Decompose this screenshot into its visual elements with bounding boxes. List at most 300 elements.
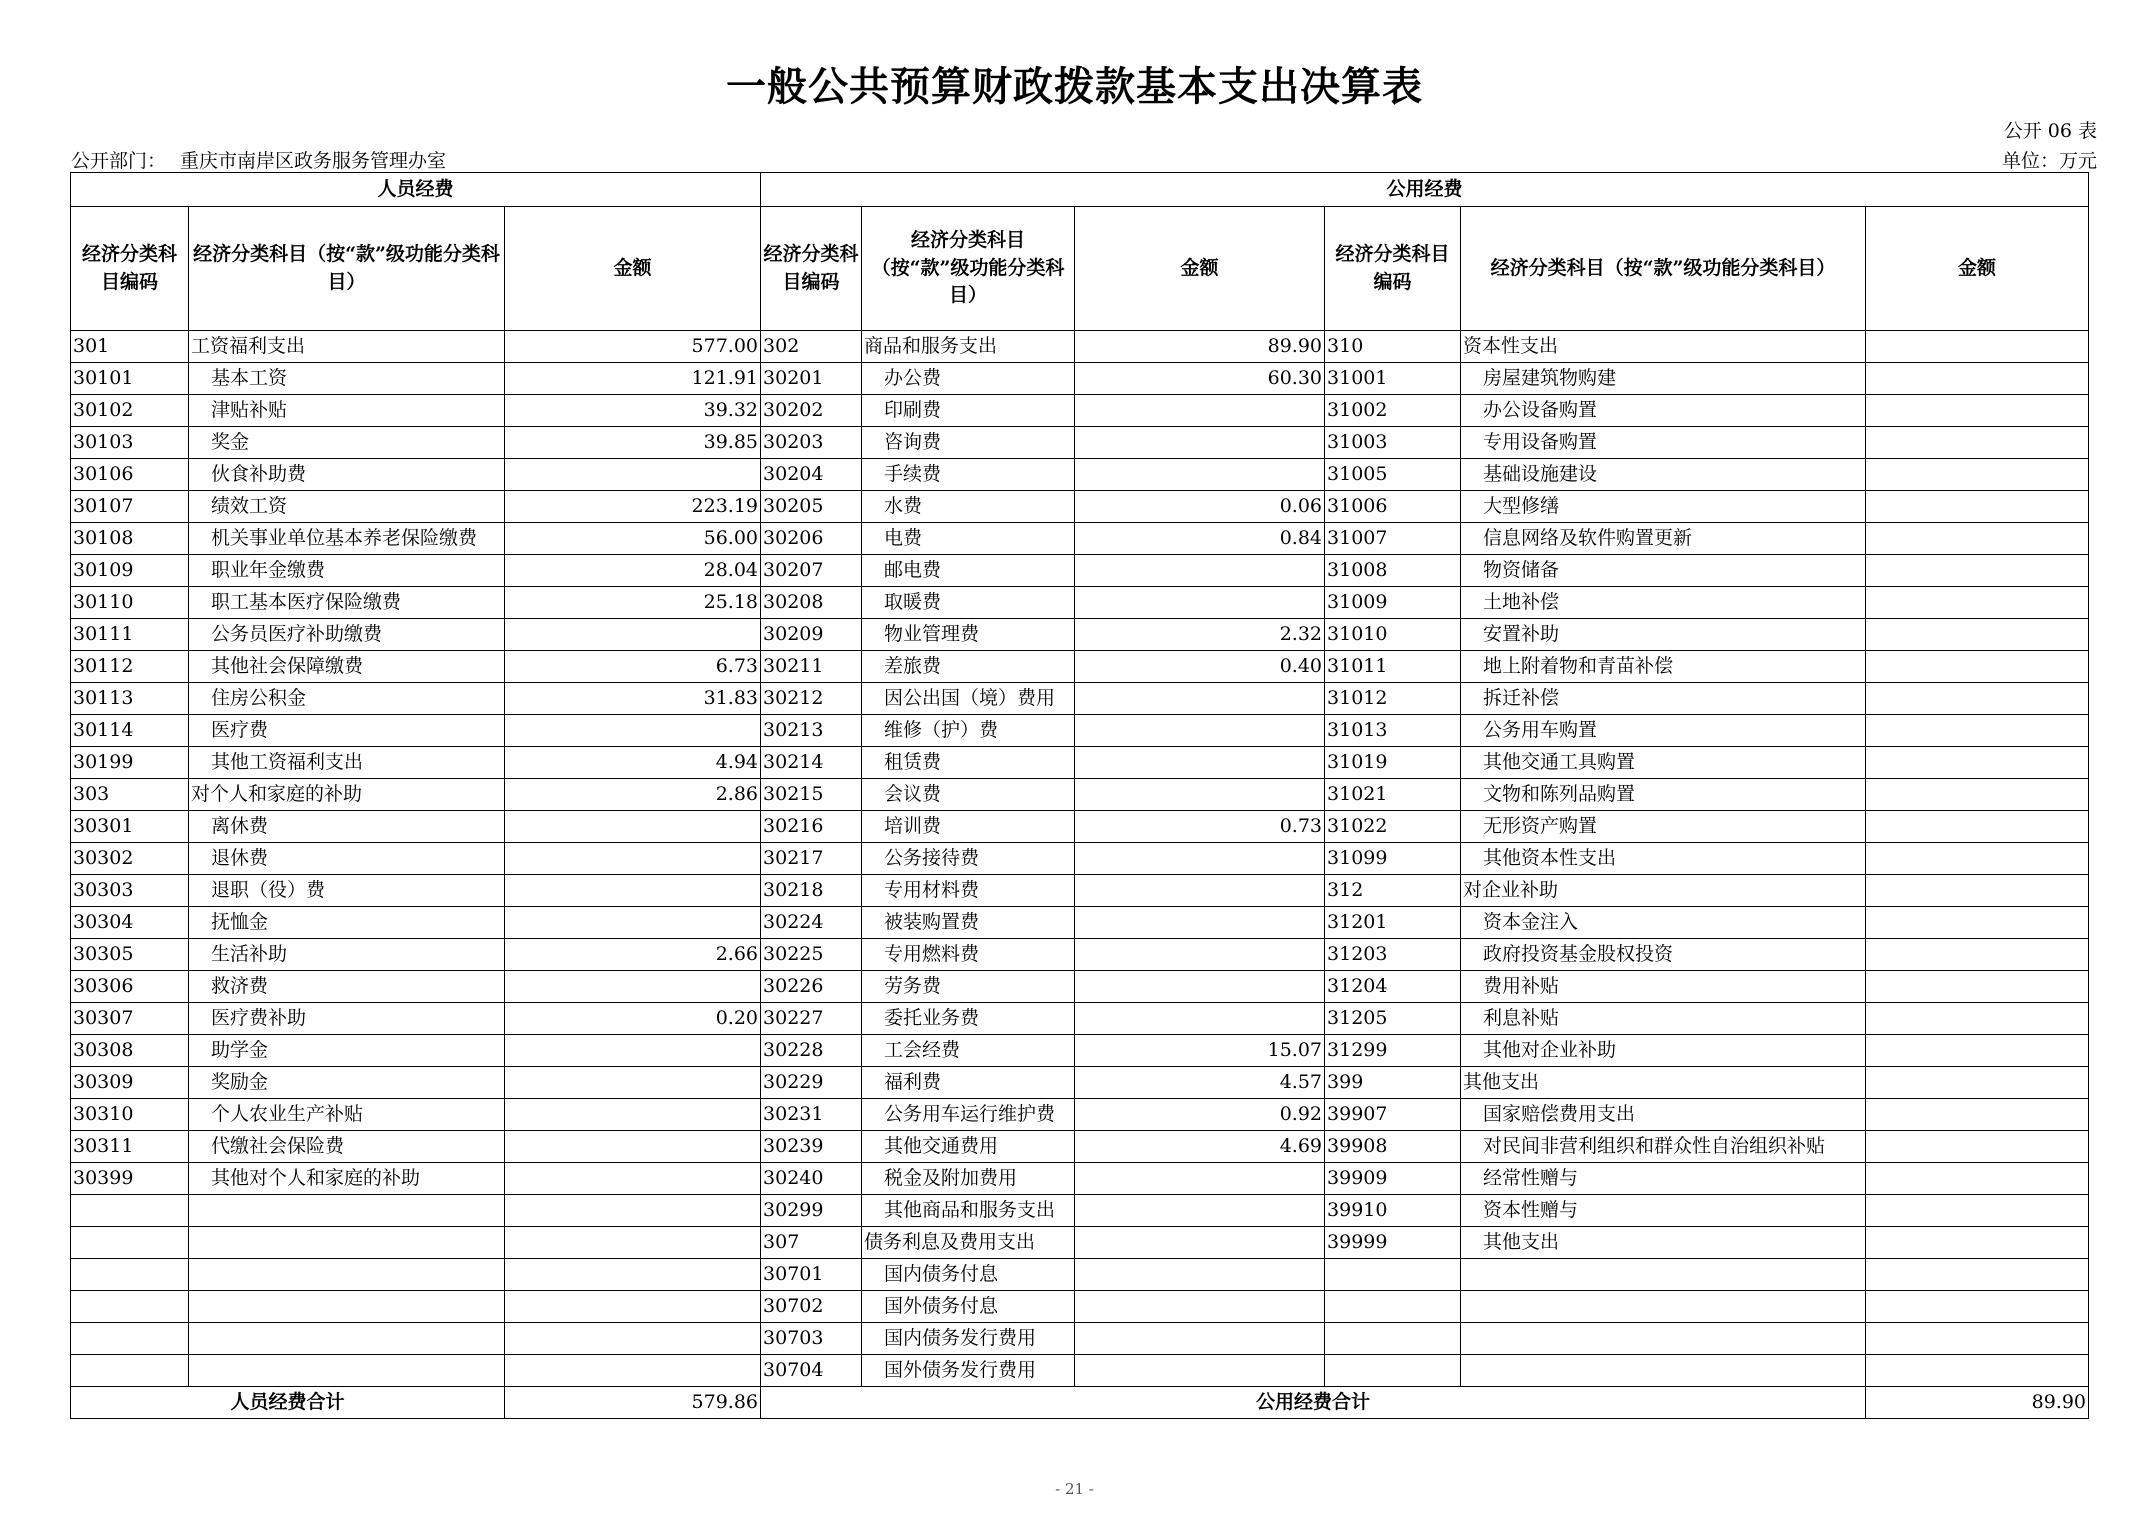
code-cell: 399: [1325, 1067, 1461, 1099]
name-cell: 伙食补助费: [189, 459, 505, 491]
name-cell: [1461, 1291, 1866, 1323]
amount-cell: [1866, 363, 2089, 395]
unit-label: 单位：万元: [2001, 150, 2097, 172]
name-cell: 抚恤金: [189, 907, 505, 939]
code-cell: 30227: [761, 1003, 862, 1035]
code-cell: 30305: [71, 939, 189, 971]
code-cell: 30228: [761, 1035, 862, 1067]
name-cell: 邮电费: [862, 555, 1075, 587]
personnel-total-amount: 579.86: [505, 1387, 761, 1419]
name-cell: 基本工资: [189, 363, 505, 395]
table-row: [71, 1323, 2089, 1355]
name-cell: 其他资本性支出: [1461, 843, 1866, 875]
name-cell: 费用补贴: [1461, 971, 1866, 1003]
name-cell: 因公出国（境）费用: [862, 683, 1075, 715]
name-cell: 劳务费: [862, 971, 1075, 1003]
group-header-public: 公用经费: [761, 173, 2089, 207]
table-row: [71, 523, 2089, 555]
code-cell: 31002: [1325, 395, 1461, 427]
code-cell: 31204: [1325, 971, 1461, 1003]
amount-cell: [1866, 1323, 2089, 1355]
table-row: [71, 587, 2089, 619]
name-cell: 土地补偿: [1461, 587, 1866, 619]
name-cell: [1461, 1259, 1866, 1291]
table-row: [71, 363, 2089, 395]
code-cell: 31205: [1325, 1003, 1461, 1035]
code-cell: 302: [761, 331, 862, 363]
col-header-name: 经济分类科目（按“款”级功能分类科目）: [1461, 207, 1866, 331]
name-cell: 公务用车运行维护费: [862, 1099, 1075, 1131]
name-cell: 被装购置费: [862, 907, 1075, 939]
name-cell: 专用燃料费: [862, 939, 1075, 971]
code-cell: 30702: [761, 1291, 862, 1323]
name-cell: 机关事业单位基本养老保险缴费: [189, 523, 505, 555]
name-cell: 医疗费: [189, 715, 505, 747]
personnel-total-label: 人员经费合计: [71, 1387, 505, 1419]
table-row: [71, 1099, 2089, 1131]
amount-cell: [1866, 331, 2089, 363]
code-cell: 31007: [1325, 523, 1461, 555]
name-cell: 商品和服务支出: [862, 331, 1075, 363]
name-cell: 拆迁补偿: [1461, 683, 1866, 715]
name-cell: 医疗费补助: [189, 1003, 505, 1035]
amount-cell: [1075, 1003, 1325, 1035]
code-cell: 31012: [1325, 683, 1461, 715]
amount-cell: 0.92: [1075, 1099, 1325, 1131]
name-cell: 奖励金: [189, 1067, 505, 1099]
department: [71, 146, 446, 173]
amount-cell: [1075, 715, 1325, 747]
name-cell: [1461, 1323, 1866, 1355]
table-row: [71, 779, 2089, 811]
code-cell: 30114: [71, 715, 189, 747]
name-cell: 工资福利支出: [189, 331, 505, 363]
name-cell: [189, 1355, 505, 1387]
name-cell: 对个人和家庭的补助: [189, 779, 505, 811]
code-cell: 30201: [761, 363, 862, 395]
code-cell: 30701: [761, 1259, 862, 1291]
name-cell: 大型修缮: [1461, 491, 1866, 523]
table-row: [71, 619, 2089, 651]
name-cell: [1461, 1355, 1866, 1387]
name-cell: 办公费: [862, 363, 1075, 395]
amount-cell: [1866, 1003, 2089, 1035]
name-cell: 国内债务发行费用: [862, 1323, 1075, 1355]
name-cell: 退职（役）费: [189, 875, 505, 907]
amount-cell: [1866, 875, 2089, 907]
code-cell: 30311: [71, 1131, 189, 1163]
amount-cell: [1075, 747, 1325, 779]
table-row: [71, 715, 2089, 747]
amount-cell: 0.40: [1075, 651, 1325, 683]
amount-cell: [505, 875, 761, 907]
code-cell: 30108: [71, 523, 189, 555]
code-cell: 31009: [1325, 587, 1461, 619]
amount-cell: [505, 1067, 761, 1099]
amount-cell: [1075, 907, 1325, 939]
code-cell: 31099: [1325, 843, 1461, 875]
name-cell: 取暖费: [862, 587, 1075, 619]
amount-cell: [505, 1099, 761, 1131]
table-row: [71, 1291, 2089, 1323]
name-cell: 助学金: [189, 1035, 505, 1067]
name-cell: 水费: [862, 491, 1075, 523]
code-cell: 30216: [761, 811, 862, 843]
code-cell: 39909: [1325, 1163, 1461, 1195]
code-cell: 31010: [1325, 619, 1461, 651]
code-cell: 30102: [71, 395, 189, 427]
amount-cell: [1866, 619, 2089, 651]
amount-cell: [505, 1131, 761, 1163]
amount-cell: [1866, 459, 2089, 491]
table-row: [71, 747, 2089, 779]
amount-cell: [1075, 683, 1325, 715]
code-cell: 31011: [1325, 651, 1461, 683]
amount-cell: [505, 843, 761, 875]
table-row: [71, 1003, 2089, 1035]
totals-row: [71, 1387, 2089, 1419]
name-cell: 维修（护）费: [862, 715, 1075, 747]
code-cell: 31008: [1325, 555, 1461, 587]
table-row: [71, 1259, 2089, 1291]
table-row: [71, 1195, 2089, 1227]
table-row: [71, 491, 2089, 523]
amount-cell: [1075, 1195, 1325, 1227]
amount-cell: [505, 1227, 761, 1259]
name-cell: 津贴补贴: [189, 395, 505, 427]
code-cell: 30302: [71, 843, 189, 875]
code-cell: 30203: [761, 427, 862, 459]
name-cell: 债务利息及费用支出: [862, 1227, 1075, 1259]
amount-cell: [1075, 939, 1325, 971]
code-cell: 30703: [761, 1323, 862, 1355]
name-cell: 物资储备: [1461, 555, 1866, 587]
name-cell: 文物和陈列品购置: [1461, 779, 1866, 811]
name-cell: 资本性支出: [1461, 331, 1866, 363]
table-row: [71, 1035, 2089, 1067]
amount-cell: [505, 1163, 761, 1195]
amount-cell: [1866, 1195, 2089, 1227]
amount-cell: [1075, 1227, 1325, 1259]
amount-cell: 60.30: [1075, 363, 1325, 395]
table-row: [71, 1355, 2089, 1387]
amount-cell: 39.32: [505, 395, 761, 427]
table-row: [71, 651, 2089, 683]
code-cell: 30204: [761, 459, 862, 491]
name-cell: 物业管理费: [862, 619, 1075, 651]
name-cell: 经常性赠与: [1461, 1163, 1866, 1195]
amount-cell: [1866, 747, 2089, 779]
name-cell: 公务员医疗补助缴费: [189, 619, 505, 651]
code-cell: 39907: [1325, 1099, 1461, 1131]
amount-cell: [1075, 1291, 1325, 1323]
amount-cell: [505, 1195, 761, 1227]
amount-cell: [1075, 843, 1325, 875]
table-row: [71, 459, 2089, 491]
name-cell: 其他支出: [1461, 1227, 1866, 1259]
amount-cell: [1866, 1227, 2089, 1259]
amount-cell: 15.07: [1075, 1035, 1325, 1067]
name-cell: 地上附着物和青苗补偿: [1461, 651, 1866, 683]
name-cell: 办公设备购置: [1461, 395, 1866, 427]
name-cell: [189, 1291, 505, 1323]
amount-cell: [1075, 1323, 1325, 1355]
amount-cell: [505, 715, 761, 747]
code-cell: 30215: [761, 779, 862, 811]
code-cell: [1325, 1291, 1461, 1323]
code-cell: 30208: [761, 587, 862, 619]
amount-cell: [1075, 971, 1325, 1003]
col-header-amount: 金额: [505, 207, 761, 331]
table-row: [71, 331, 2089, 363]
amount-cell: 25.18: [505, 587, 761, 619]
table-row: [71, 1067, 2089, 1099]
public-total-amount: 89.90: [1866, 1387, 2089, 1419]
name-cell: 公务接待费: [862, 843, 1075, 875]
name-cell: 无形资产购置: [1461, 811, 1866, 843]
code-cell: 30207: [761, 555, 862, 587]
name-cell: 生活补助: [189, 939, 505, 971]
code-cell: 30225: [761, 939, 862, 971]
amount-cell: 223.19: [505, 491, 761, 523]
table-row: [71, 843, 2089, 875]
amount-cell: [505, 907, 761, 939]
name-cell: 国内债务付息: [862, 1259, 1075, 1291]
name-cell: 退休费: [189, 843, 505, 875]
code-cell: 31006: [1325, 491, 1461, 523]
code-cell: 30224: [761, 907, 862, 939]
col-header-amount: 金额: [1075, 207, 1325, 331]
name-cell: 职业年金缴费: [189, 555, 505, 587]
name-cell: 资本金注入: [1461, 907, 1866, 939]
code-cell: 30310: [71, 1099, 189, 1131]
code-cell: 30103: [71, 427, 189, 459]
amount-cell: [1866, 939, 2089, 971]
department-label: 公开部门：: [71, 150, 167, 172]
name-cell: 专用设备购置: [1461, 427, 1866, 459]
code-cell: 307: [761, 1227, 862, 1259]
table-row: [71, 555, 2089, 587]
name-cell: [189, 1259, 505, 1291]
amount-cell: 28.04: [505, 555, 761, 587]
code-cell: 30214: [761, 747, 862, 779]
amount-cell: [1075, 875, 1325, 907]
code-cell: [1325, 1259, 1461, 1291]
amount-cell: [505, 1259, 761, 1291]
code-cell: 30307: [71, 1003, 189, 1035]
code-cell: 30704: [761, 1355, 862, 1387]
amount-cell: [1075, 427, 1325, 459]
name-cell: 其他支出: [1461, 1067, 1866, 1099]
code-cell: 30199: [71, 747, 189, 779]
name-cell: 手续费: [862, 459, 1075, 491]
name-cell: 其他对企业补助: [1461, 1035, 1866, 1067]
amount-cell: [1075, 1355, 1325, 1387]
name-cell: 委托业务费: [862, 1003, 1075, 1035]
table-row: [71, 1163, 2089, 1195]
name-cell: 其他工资福利支出: [189, 747, 505, 779]
table-row: [71, 395, 2089, 427]
amount-cell: [1866, 715, 2089, 747]
amount-cell: [505, 1355, 761, 1387]
code-cell: 30226: [761, 971, 862, 1003]
code-cell: 312: [1325, 875, 1461, 907]
code-cell: 39910: [1325, 1195, 1461, 1227]
code-cell: 31021: [1325, 779, 1461, 811]
amount-cell: [1866, 1291, 2089, 1323]
col-header-name: 经济分类科目（按“款”级功能分类科目）: [862, 207, 1075, 331]
amount-cell: [1866, 843, 2089, 875]
amount-cell: 2.86: [505, 779, 761, 811]
table-row: [71, 875, 2089, 907]
name-cell: 房屋建筑物购建: [1461, 363, 1866, 395]
amount-cell: [505, 1291, 761, 1323]
amount-cell: [1866, 523, 2089, 555]
code-cell: 39908: [1325, 1131, 1461, 1163]
amount-cell: 577.00: [505, 331, 761, 363]
code-cell: 31019: [1325, 747, 1461, 779]
code-cell: 30106: [71, 459, 189, 491]
name-cell: 资本性赠与: [1461, 1195, 1866, 1227]
table-row: [71, 683, 2089, 715]
name-cell: 福利费: [862, 1067, 1075, 1099]
code-cell: 30308: [71, 1035, 189, 1067]
name-cell: 对民间非营利组织和群众性自治组织补贴: [1461, 1131, 1866, 1163]
name-cell: [189, 1195, 505, 1227]
name-cell: 职工基本医疗保险缴费: [189, 587, 505, 619]
code-cell: 303: [71, 779, 189, 811]
amount-cell: 89.90: [1075, 331, 1325, 363]
table-row: [71, 971, 2089, 1003]
code-cell: 30231: [761, 1099, 862, 1131]
amount-cell: [1866, 1067, 2089, 1099]
name-cell: 咨询费: [862, 427, 1075, 459]
col-header-code: 经济分类科目编码: [1325, 207, 1461, 331]
code-cell: 30212: [761, 683, 862, 715]
amount-cell: 0.84: [1075, 523, 1325, 555]
col-header-code: 经济分类科目编码: [71, 207, 189, 331]
amount-cell: 121.91: [505, 363, 761, 395]
amount-cell: [1075, 395, 1325, 427]
code-cell: [71, 1227, 189, 1259]
amount-cell: 4.69: [1075, 1131, 1325, 1163]
amount-cell: [1866, 1035, 2089, 1067]
amount-cell: [1866, 587, 2089, 619]
amount-cell: 6.73: [505, 651, 761, 683]
col-header-code: 经济分类科目编码: [761, 207, 862, 331]
form-number: 公开 06 表: [2003, 120, 2097, 142]
public-total-label: 公用经费合计: [761, 1387, 1866, 1419]
code-cell: 30304: [71, 907, 189, 939]
code-cell: 31299: [1325, 1035, 1461, 1067]
amount-cell: [1866, 971, 2089, 1003]
expenditure-table: [70, 172, 2089, 1419]
amount-cell: 4.57: [1075, 1067, 1325, 1099]
amount-cell: [1866, 491, 2089, 523]
code-cell: 31003: [1325, 427, 1461, 459]
code-cell: 30111: [71, 619, 189, 651]
code-cell: 30109: [71, 555, 189, 587]
amount-cell: [1866, 395, 2089, 427]
col-header-name: 经济分类科目（按“款”级功能分类科目）: [189, 207, 505, 331]
code-cell: [71, 1291, 189, 1323]
code-cell: 30217: [761, 843, 862, 875]
code-cell: 301: [71, 331, 189, 363]
code-cell: 30112: [71, 651, 189, 683]
table-row: [71, 427, 2089, 459]
name-cell: 利息补贴: [1461, 1003, 1866, 1035]
amount-cell: [1866, 1259, 2089, 1291]
name-cell: 奖金: [189, 427, 505, 459]
code-cell: 30101: [71, 363, 189, 395]
name-cell: 其他商品和服务支出: [862, 1195, 1075, 1227]
amount-cell: 2.66: [505, 939, 761, 971]
code-cell: [1325, 1355, 1461, 1387]
name-cell: 绩效工资: [189, 491, 505, 523]
page-title: 一般公共预算财政拨款基本支出决算表: [726, 63, 1423, 110]
code-cell: 31022: [1325, 811, 1461, 843]
amount-cell: 4.94: [505, 747, 761, 779]
name-cell: 离休费: [189, 811, 505, 843]
code-cell: 30113: [71, 683, 189, 715]
name-cell: 基础设施建设: [1461, 459, 1866, 491]
name-cell: [189, 1227, 505, 1259]
name-cell: 电费: [862, 523, 1075, 555]
amount-cell: [505, 619, 761, 651]
amount-cell: [1075, 1259, 1325, 1291]
amount-cell: [1866, 907, 2089, 939]
amount-cell: [505, 1323, 761, 1355]
amount-cell: 31.83: [505, 683, 761, 715]
name-cell: 租赁费: [862, 747, 1075, 779]
name-cell: 国外债务发行费用: [862, 1355, 1075, 1387]
amount-cell: [1075, 1163, 1325, 1195]
amount-cell: [1866, 1099, 2089, 1131]
name-cell: 代缴社会保险费: [189, 1131, 505, 1163]
code-cell: 30229: [761, 1067, 862, 1099]
table-row: [71, 907, 2089, 939]
code-cell: 30107: [71, 491, 189, 523]
name-cell: 其他交通费用: [862, 1131, 1075, 1163]
code-cell: 31201: [1325, 907, 1461, 939]
col-header-amount: 金额: [1866, 207, 2089, 331]
code-cell: 30110: [71, 587, 189, 619]
name-cell: 工会经费: [862, 1035, 1075, 1067]
department-name: 重庆市南岸区政务服务管理办室: [180, 150, 447, 172]
name-cell: 对企业补助: [1461, 875, 1866, 907]
name-cell: 其他社会保障缴费: [189, 651, 505, 683]
code-cell: [1325, 1323, 1461, 1355]
table-row: [71, 939, 2089, 971]
amount-cell: 2.32: [1075, 619, 1325, 651]
code-cell: 30306: [71, 971, 189, 1003]
amount-cell: [1866, 1355, 2089, 1387]
code-cell: 30202: [761, 395, 862, 427]
name-cell: 住房公积金: [189, 683, 505, 715]
code-cell: 30206: [761, 523, 862, 555]
amount-cell: [1866, 1131, 2089, 1163]
code-cell: 30205: [761, 491, 862, 523]
name-cell: 政府投资基金股权投资: [1461, 939, 1866, 971]
name-cell: 个人农业生产补贴: [189, 1099, 505, 1131]
amount-cell: [1075, 779, 1325, 811]
amount-cell: [505, 459, 761, 491]
code-cell: 310: [1325, 331, 1461, 363]
code-cell: 30399: [71, 1163, 189, 1195]
table-row: [71, 1227, 2089, 1259]
code-cell: 30239: [761, 1131, 862, 1163]
code-cell: 31001: [1325, 363, 1461, 395]
